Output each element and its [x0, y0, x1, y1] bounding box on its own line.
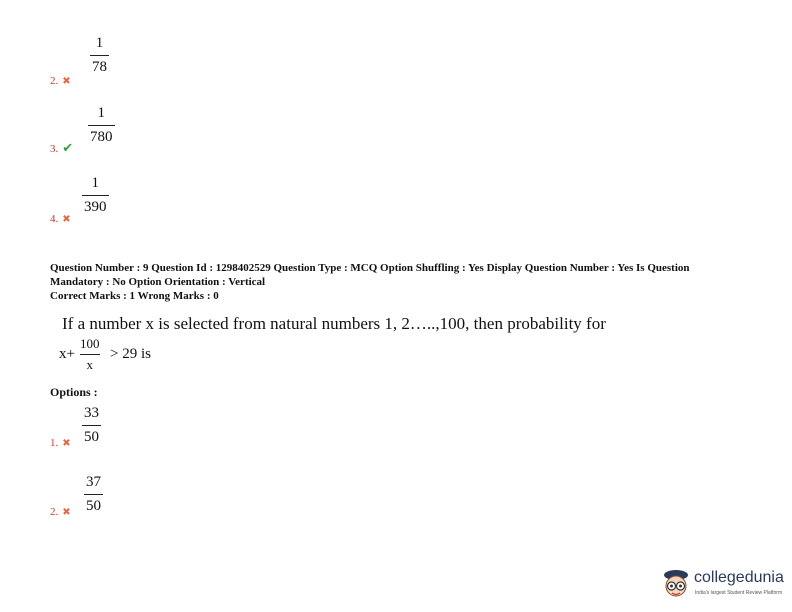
fraction-bar — [84, 494, 103, 495]
logo-tagline: India's largest Student Review Platform — [695, 590, 783, 596]
question-meta-line1: Question Number : 9 Question Id : 1298402529 Question Type : MCQ Option Shuffling : Yes Display Question Number : Yes Is Question — [50, 262, 690, 274]
prev-option-4 — [50, 209, 71, 227]
option-2-fraction — [84, 473, 103, 515]
option-1-fraction — [82, 404, 101, 446]
question-marks: Correct Marks : 1 Wrong Marks : 0 — [50, 290, 219, 302]
fraction-bar — [88, 125, 115, 126]
prev-option-2-fraction — [90, 34, 109, 76]
fraction-bar — [82, 195, 109, 196]
option-number: 2. — [50, 75, 59, 87]
prev-option-2 — [50, 71, 71, 89]
expression-suffix: > 29 is — [110, 346, 151, 362]
expression-fraction — [80, 336, 100, 373]
numerator: 1 — [97, 105, 105, 121]
numerator: 33 — [84, 405, 99, 421]
option-2 — [50, 502, 71, 520]
denominator: 78 — [92, 59, 107, 75]
option-number: 2. — [50, 506, 59, 518]
option-number: 3. — [50, 143, 59, 155]
question-meta — [50, 261, 770, 303]
wrong-icon: ✖ — [62, 76, 71, 87]
prev-option-4-fraction — [82, 174, 109, 216]
logo-name: collegedunia — [694, 569, 784, 586]
denominator: 780 — [90, 129, 113, 145]
fraction-bar — [82, 425, 101, 426]
option-number: 1. — [50, 437, 59, 449]
fraction-bar — [90, 55, 109, 56]
prev-option-3 — [50, 139, 73, 157]
numerator: 1 — [91, 175, 99, 191]
check-icon: ✔ — [62, 141, 74, 156]
expression-denominator: x — [86, 357, 93, 372]
wrong-icon: ✖ — [62, 438, 71, 449]
numerator: 1 — [95, 35, 104, 51]
mascot-icon — [660, 566, 692, 600]
denominator: 50 — [84, 429, 99, 445]
question-text: If a number x is selected from natural numbers 1, 2…..,100, then probability for — [62, 314, 606, 333]
option-number: 4. — [50, 213, 59, 225]
question-meta-line2: Mandatory : No Option Orientation : Vertical — [50, 276, 266, 288]
fraction-bar — [80, 354, 100, 355]
wrong-icon: ✖ — [62, 507, 71, 518]
expression-numerator: 100 — [80, 336, 100, 351]
collegedunia-logo — [660, 566, 788, 604]
wrong-icon: ✖ — [62, 214, 71, 225]
denominator: 50 — [86, 498, 101, 514]
numerator: 37 — [86, 474, 101, 490]
prev-option-3-fraction — [88, 104, 115, 146]
denominator: 390 — [84, 199, 107, 215]
option-1 — [50, 433, 71, 451]
expression-prefix: x+ — [59, 346, 75, 362]
options-label: Options : — [50, 385, 98, 399]
